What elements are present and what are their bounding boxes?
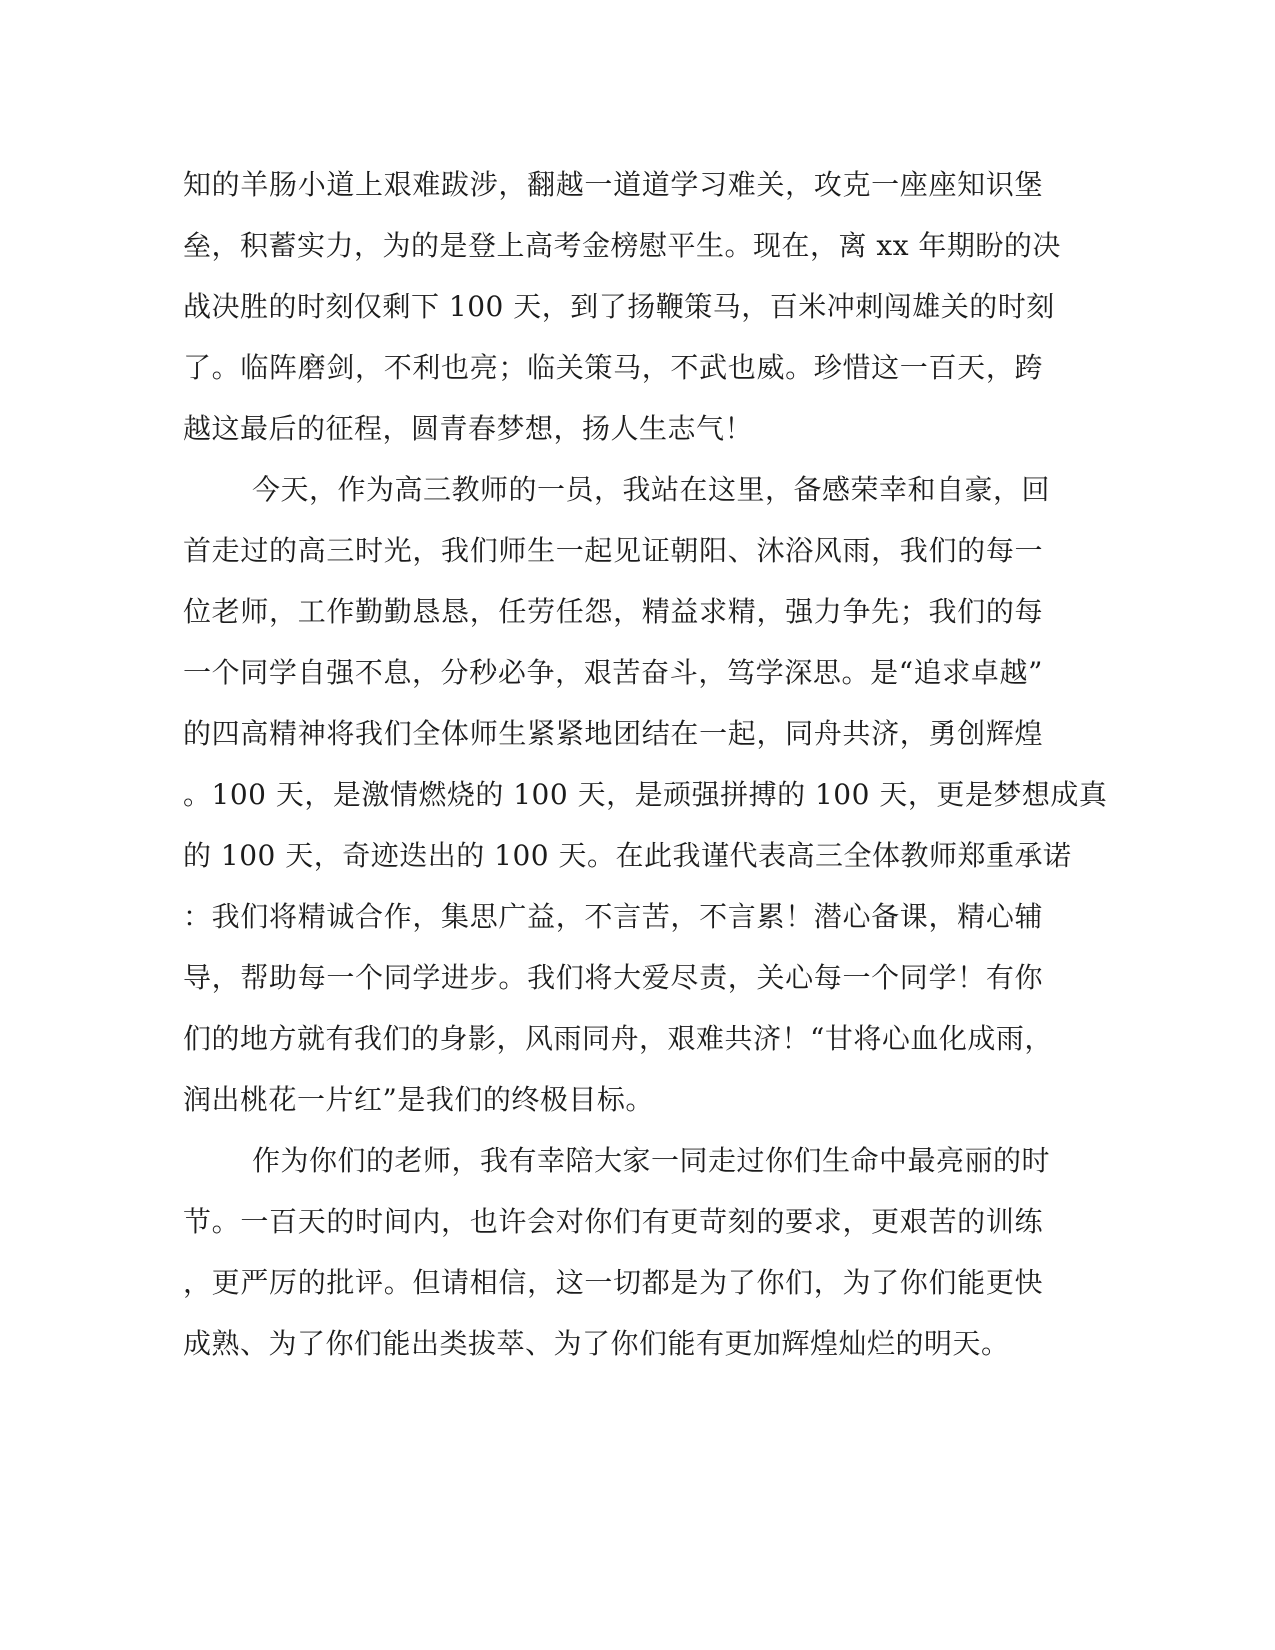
body-text — [183, 154, 1108, 1374]
text-line: 位老师，工作勤勤恳恳，任劳任怨，精益求精，强力争先；我们的每 — [183, 595, 1043, 628]
text-line: 越这最后的征程，圆青春梦想，扬人生志气！ — [183, 412, 754, 445]
text-line: 作为你们的老师，我有幸陪大家一同走过你们生命中最亮丽的时 — [252, 1144, 1051, 1177]
text-line: 导，帮助每一个同学进步。我们将大爱尽责，关心每一个同学！有你 — [183, 961, 1043, 994]
text-line: 今天，作为高三教师的一员，我站在这里，备感荣幸和自豪，回 — [252, 473, 1051, 506]
text-line: 。100 天，是激情燃烧的 100 天，是顽强拼搏的 100 天，更是梦想成真 — [183, 778, 1108, 811]
text-line: 了。临阵磨剑，不利也亮；临关策马，不武也威。珍惜这一百天，跨 — [183, 351, 1043, 384]
text-line: 们的地方就有我们的身影，风雨同舟，艰难共济！“甘将心血化成雨， — [183, 1022, 1053, 1055]
text-line: ，更严厉的批评。但请相信，这一切都是为了你们，为了你们能更快 — [183, 1266, 1043, 1299]
text-line: 的 100 天，奇迹迭出的 100 天。在此我谨代表高三全体教师郑重承诺 — [183, 839, 1072, 872]
text-line: 成熟、为了你们能出类拔萃、为了你们能有更加辉煌灿烂的明天。 — [183, 1327, 1010, 1360]
text-line: 战决胜的时刻仅剩下 100 天，到了扬鞭策马，百米冲刺闯雄关的时刻 — [183, 290, 1055, 323]
text-line: 知的羊肠小道上艰难跋涉，翻越一道道学习难关，攻克一座座知识堡 — [183, 168, 1043, 201]
text-line: 润出桃花一片红”是我们的终极目标。 — [183, 1083, 654, 1116]
text-line: 垒，积蓄实力，为的是登上高考金榜慰平生。现在，离 xx 年期盼的决 — [183, 229, 1061, 262]
paragraph-3 — [183, 1130, 1051, 1374]
text-line: 一个同学自强不息，分秒必争，艰苦奋斗，笃学深思。是“追求卓越” — [183, 656, 1043, 689]
text-line: 节。一百天的时间内，也许会对你们有更苛刻的要求，更艰苦的训练 — [183, 1205, 1043, 1238]
text-line: 的四高精神将我们全体师生紧紧地团结在一起，同舟共济，勇创辉煌 — [183, 717, 1043, 750]
paragraph-2 — [183, 459, 1108, 1130]
text-line: ：我们将精诚合作，集思广益，不言苦，不言累！潜心备课，精心辅 — [183, 900, 1043, 933]
text-line: 首走过的高三时光，我们师生一起见证朝阳、沐浴风雨，我们的每一 — [183, 534, 1043, 567]
paragraph-1 — [183, 154, 1061, 459]
